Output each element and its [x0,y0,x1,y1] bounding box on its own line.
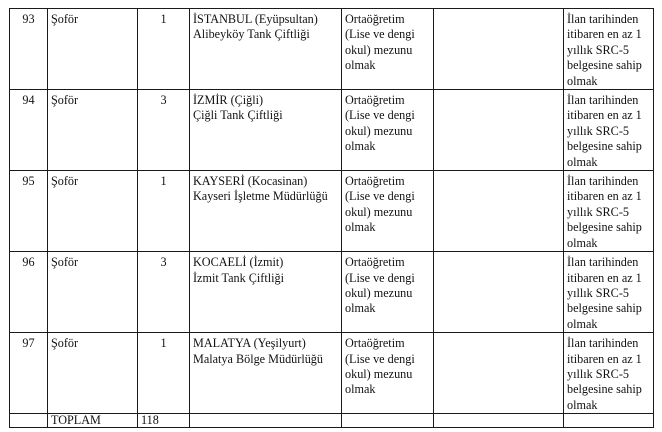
requirement-line: yıllık SRC-5 [567,123,629,138]
special-requirement [564,9,654,90]
position-count: 3 [138,252,190,333]
education-requirement [342,171,434,252]
empty-cell [434,333,564,414]
row-number: 96 [10,252,48,333]
location-unit: Alibeyköy Tank Çiftliği [193,27,310,42]
education-line: (Lise ve dengi [345,108,415,123]
education-line: okul) mezunu [345,42,413,57]
requirement-line: olmak [567,316,598,331]
requirement-line: İlan tarihinden [567,12,639,26]
requirement-line: İlan tarihinden [567,174,639,189]
requirement-line: İlan tarihinden [567,336,639,351]
requirement-line: yıllık SRC-5 [567,42,629,57]
requirement-line: İlan tarihinden [567,255,639,270]
education-line: Ortaöğretim [345,255,405,270]
education-line: Ortaöğretim [345,93,405,108]
row-number: 97 [10,333,48,414]
education-line: (Lise ve dengi [345,189,415,204]
special-requirement [564,333,654,414]
education-requirement [342,90,434,171]
requirement-line: itibaren en az 1 [567,27,642,42]
education-line: olmak [345,382,376,397]
requirement-line: yıllık SRC-5 [567,366,629,381]
education-line: (Lise ve dengi [345,270,415,285]
education-line: olmak [345,139,376,154]
work-location [190,9,342,90]
empty-cell [434,252,564,333]
work-location [190,252,342,333]
requirement-line: İlan tarihinden [567,93,639,108]
requirement-line: belgesine sahip [567,58,642,73]
position-count: 1 [138,9,190,90]
position-count: 3 [138,90,190,171]
location-province: İZMİR (Çiğli) [193,93,264,108]
requirement-line: yıllık SRC-5 [567,285,629,300]
row-number: 93 [10,9,48,90]
requirement-line: itibaren en az 1 [567,108,642,123]
table-row [10,9,654,90]
location-unit: İzmit Tank Çiftliği [193,270,284,285]
requirement-line: olmak [567,235,598,250]
requirement-line: itibaren en az 1 [567,189,642,204]
empty-cell [564,414,654,428]
work-location [190,171,342,252]
requirement-line: belgesine sahip [567,301,642,316]
education-line: (Lise ve dengi [345,27,415,42]
location-province: İSTANBUL (Eyüpsultan) [193,12,318,26]
requirement-line: itibaren en az 1 [567,351,642,366]
requirement-line: itibaren en az 1 [567,270,642,285]
position-table [9,8,654,428]
special-requirement [564,90,654,171]
empty-cell [190,414,342,428]
special-requirement [564,252,654,333]
table-row [10,171,654,252]
empty-cell [434,171,564,252]
requirement-line: olmak [567,154,598,169]
requirement-line: belgesine sahip [567,220,642,235]
location-unit: Çiğli Tank Çiftliği [193,108,283,123]
requirement-line: belgesine sahip [567,382,642,397]
empty-cell [342,414,434,428]
table-row [10,90,654,171]
row-number: 94 [10,90,48,171]
empty-cell [434,90,564,171]
empty-cell [10,414,48,428]
education-line: olmak [345,58,376,73]
row-number: 95 [10,171,48,252]
education-line: Ortaöğretim [345,336,405,351]
requirement-line: olmak [567,397,598,412]
location-unit: Malatya Bölge Müdürlüğü [193,351,323,366]
position-title: Şoför [48,171,138,252]
education-line: okul) mezunu [345,123,413,138]
location-unit: Kayseri İşletme Müdürlüğü [193,189,328,204]
empty-cell [434,9,564,90]
education-line: Ortaöğretim [345,174,405,189]
location-province: MALATYA (Yeşilyurt) [193,336,306,351]
work-location [190,90,342,171]
position-title: Şoför [48,9,138,90]
education-line: Ortaöğretim [345,12,405,26]
education-requirement [342,252,434,333]
education-requirement [342,333,434,414]
education-line: okul) mezunu [345,204,413,219]
location-province: KAYSERİ (Kocasinan) [193,174,308,189]
total-label: TOPLAM [48,414,138,428]
requirement-line: belgesine sahip [567,139,642,154]
total-count: 118 [138,414,190,428]
location-province: KOCAELİ (İzmit) [193,255,284,270]
table-row [10,333,654,414]
position-count: 1 [138,171,190,252]
education-line: (Lise ve dengi [345,351,415,366]
position-count: 1 [138,333,190,414]
position-title: Şoför [48,252,138,333]
education-line: okul) mezunu [345,366,413,381]
education-line: olmak [345,220,376,235]
requirement-line: olmak [567,73,598,88]
total-row [10,414,654,428]
requirement-line: yıllık SRC-5 [567,204,629,219]
empty-cell [434,414,564,428]
education-requirement [342,9,434,90]
work-location [190,333,342,414]
position-title: Şoför [48,90,138,171]
special-requirement [564,171,654,252]
table-row [10,252,654,333]
education-line: olmak [345,301,376,316]
education-line: okul) mezunu [345,285,413,300]
position-title: Şoför [48,333,138,414]
